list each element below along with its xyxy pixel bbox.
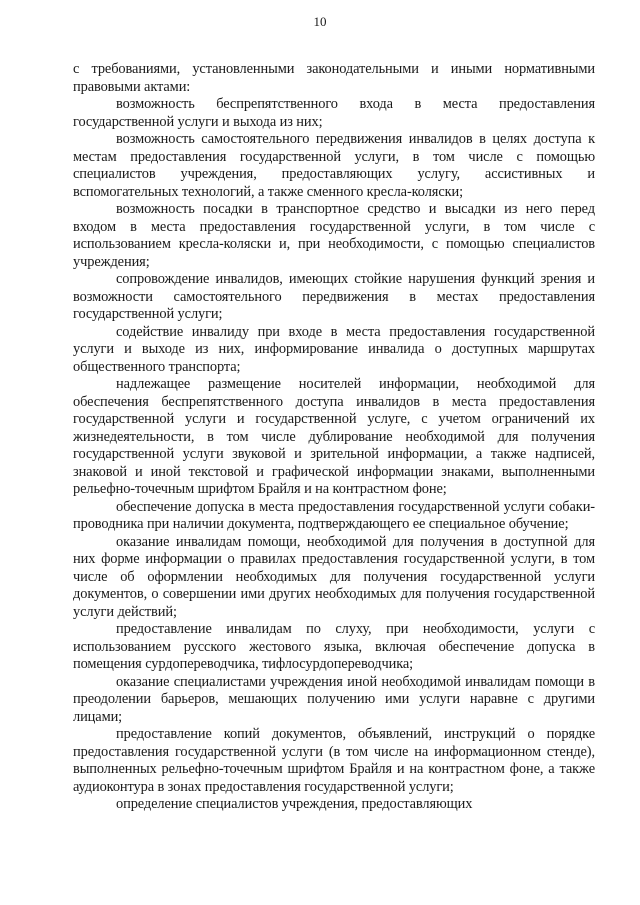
paragraph-vehicle-boarding: возможность посадки в транспортное средство и высадки из него перед входом в места предоставления государственной услуги, в том числе с использованием кресла-коляски и, при необходимости, с помощью специалистов учреждения; bbox=[73, 201, 595, 270]
paragraph-specialists: определение специалистов учреждения, предоставляющих bbox=[116, 796, 473, 812]
paragraph-information-carriers: надлежащее размещение носителей информации, необходимой для обеспечения беспрепятственного доступа инвалидов в места предоставления государственной услуги и государственной услуге, с учетом ограничений их жизнедеятельности, в том числе дублирование необходимой для получения государственной услуги звуковой и зрительной информации, а также надписей, знаковой и иной текстовой и графической информации знаками, выполненными рельефно-точечным шрифтом Брайля и на контрастном фоне; bbox=[73, 376, 595, 497]
paragraph-braille-copies: предоставление копий документов, объявлений, инструкций о порядке предоставления государственной услуги (в том числе на информационном стенде), выполненных рельефно-точечным шрифтом Брайля и на контрастном фоне, а также аудиоконтура в зонах предоставления государственной услуги; bbox=[73, 726, 595, 795]
page-number: 10 bbox=[313, 14, 327, 29]
paragraph-barrier-help: оказание специалистами учреждения иной необходимой инвалидам помощи в преодолении барьеров, мешающих получению ими услуги наравне с другими лицами; bbox=[73, 673, 595, 725]
paragraph-free-entry: возможность беспрепятственного входа в места предоставления государственной услуги и выхода из них; bbox=[73, 96, 595, 130]
paragraph-information-help: оказание инвалидам помощи, необходимой для получения в доступной для них форме информации о правилах предоставления государственной услуги, в том числе об оформлении необходимых для получения государственной услуги документов, о совершении ими других необходимых для получения государственной услуги действий; bbox=[73, 533, 595, 620]
document-body bbox=[73, 61, 595, 814]
paragraph-guide-dog: обеспечение допуска в места предоставления государственной услуги собаки-проводника при наличии документа, подтверждающего ее специальное обучение; bbox=[73, 498, 595, 532]
paragraph-sign-language: предоставление инвалидам по слуху, при необходимости, услуги с использованием русского жестового языка, включая обеспечение допуска в помещения сурдопереводчика, тифлосурдопереводчика; bbox=[73, 621, 595, 672]
paragraph-escort: сопровождение инвалидов, имеющих стойкие нарушения функций зрения и возможности самостоятельного передвижения в местах предоставления государственной услуги; bbox=[73, 271, 595, 322]
paragraph-entry-assistance: содействие инвалиду при входе в места предоставления государственной услуги и выходе из них, информирование инвалида о доступных маршрутах общественного транспорта; bbox=[73, 323, 595, 375]
paragraph-independent-movement: возможность самостоятельного передвижения инвалидов в целях доступа к местам предоставления государственной услуги, в том числе с помощью специалистов учреждения, предоставляющих услугу, ассистивных и вспомогательных технологий, а также сменного кресла-коляски; bbox=[73, 131, 595, 200]
paragraph-continuation: с требованиями, установленными законодательными и иными нормативными правовыми актами: bbox=[73, 61, 595, 95]
